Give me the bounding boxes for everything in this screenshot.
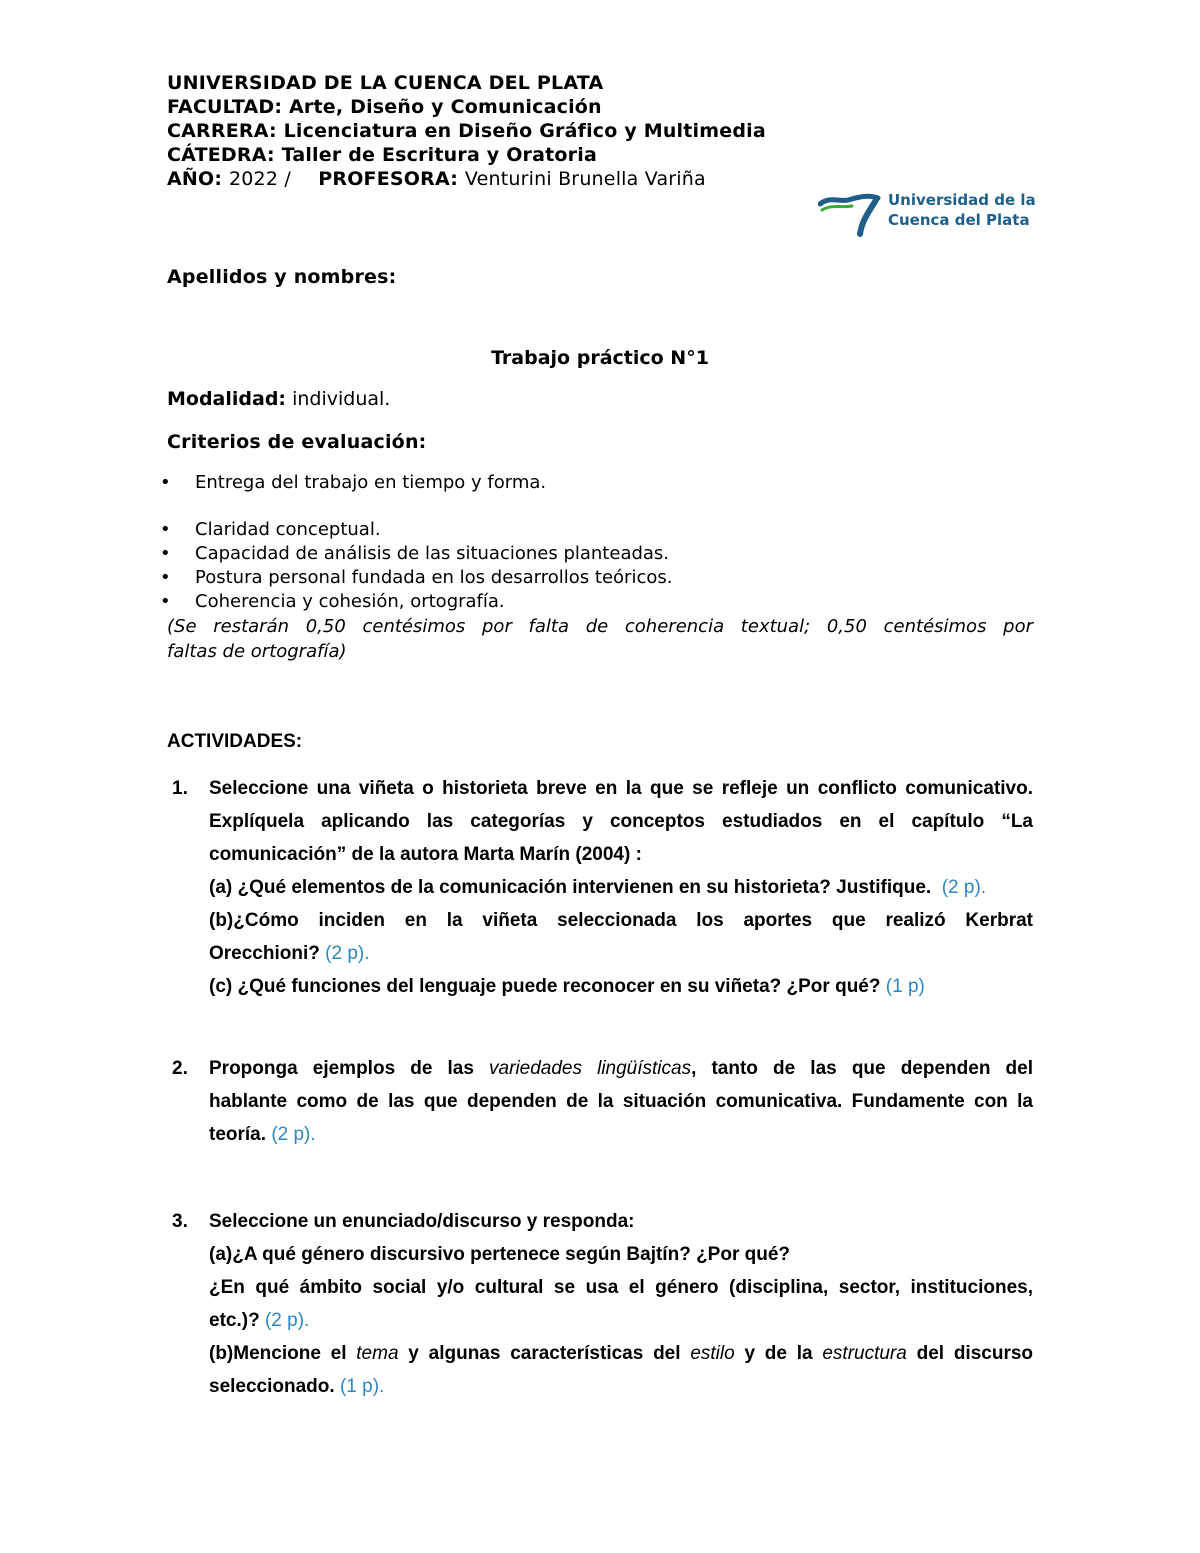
year-teacher-line	[167, 167, 706, 191]
q3-part-b	[209, 1337, 1033, 1370]
q1-line2: Explíquela aplicando las categorías y conceptos estudiados en el capítulo “La	[209, 811, 1033, 832]
bullet-icon: •	[160, 591, 171, 612]
q3-b-it3: estructura	[822, 1343, 907, 1364]
q2-line1	[209, 1052, 1033, 1085]
criteria-item	[160, 566, 672, 590]
q3-a2-text: etc.)?	[209, 1310, 260, 1331]
q1-part-c	[209, 970, 1033, 1003]
penalty-note-line2: faltas de ortografía)	[167, 641, 347, 662]
bullet-icon: •	[160, 567, 171, 588]
logo-wave-icon	[818, 190, 882, 240]
q1-part-b	[209, 904, 1033, 937]
question-1	[209, 772, 1033, 1003]
criteria-text: Postura personal fundada en los desarrollos teóricos.	[195, 567, 673, 588]
q3-b-mid2: y de la	[734, 1343, 823, 1364]
activities-title: ACTIVIDADES:	[167, 731, 303, 752]
page-title: Trabajo práctico N°1	[491, 347, 709, 369]
q1-a-points: (2 p).	[941, 877, 987, 898]
q3-b-text2: seleccionado.	[209, 1376, 335, 1397]
q2-text-a: Proponga ejemplos de las	[209, 1058, 490, 1079]
q1-part-b-cont	[209, 937, 1033, 970]
faculty-line	[167, 95, 602, 119]
q3-b-it1: tema	[356, 1343, 399, 1364]
question-number: 2.	[172, 1058, 188, 1079]
criteria-text: Capacidad de análisis de las situaciones planteadas.	[195, 543, 670, 564]
chair-label: CÁTEDRA:	[167, 144, 275, 166]
teacher-value: Venturini Brunella Variña	[464, 168, 706, 190]
modality-line	[167, 388, 390, 410]
modality-label: Modalidad:	[167, 388, 287, 410]
career-label: CARRERA:	[167, 120, 277, 142]
criteria-text: Coherencia y cohesión, ortografía.	[195, 591, 505, 612]
university-name: UNIVERSIDAD DE LA CUENCA DEL PLATA	[167, 72, 604, 94]
q1-a-text: ¿Qué elementos de la comunicación intervienen en su historieta? Justifique.	[232, 877, 932, 898]
year-value: 2022 /	[228, 168, 291, 190]
criteria-text: Entrega del trabajo en tiempo y forma.	[195, 472, 547, 493]
chair-value: Taller de Escritura y Oratoria	[281, 144, 597, 166]
bullet-icon: •	[160, 519, 171, 540]
q2-text-b: , tanto de las que dependen del	[691, 1058, 1033, 1079]
q1-line1: Seleccione una viñeta o historieta breve en la que se refleje un conflicto comunicativo.	[209, 778, 1033, 799]
q3-line1: Seleccione un enunciado/discurso y responda:	[209, 1211, 635, 1232]
criteria-item	[160, 518, 381, 542]
criteria-title: Criterios de evaluación:	[167, 431, 427, 453]
q3-a-label: (a)	[209, 1244, 233, 1265]
q3-b-line2	[209, 1370, 1033, 1403]
q3-part-a	[209, 1238, 1033, 1271]
q1-line3: comunicación” de la autora Marta Marín (2004) :	[209, 844, 642, 865]
logo-line1: Universidad de la	[888, 191, 1036, 209]
q1-part-a	[209, 871, 1033, 904]
q1-a-label: (a)	[209, 877, 233, 898]
faculty-value: Arte, Diseño y Comunicación	[289, 96, 602, 118]
q3-a2-line2	[209, 1304, 1033, 1337]
q1-b-points: (2 p).	[325, 943, 370, 964]
career-value: Licenciatura en Diseño Gráfico y Multimedia	[283, 120, 766, 142]
q3-b-mid1: y algunas características del	[398, 1343, 691, 1364]
penalty-note-line1: (Se restarán 0,50 centésimos por falta de coherencia textual; 0,50 centésimos por	[167, 616, 1033, 637]
criteria-text: Claridad conceptual.	[195, 519, 381, 540]
q1-c-text: ¿Qué funciones del lenguaje puede reconocer en su viñeta? ¿Por qué?	[232, 976, 881, 997]
q2-line3	[209, 1118, 1033, 1151]
q3-b-pre: Mencione el	[233, 1343, 357, 1364]
chair-line	[167, 143, 597, 167]
q2-italic: variedades lingüísticas	[489, 1058, 692, 1079]
year-label: AÑO:	[167, 168, 223, 190]
q3-b-label: (b)	[209, 1343, 234, 1364]
q3-b-post: del discurso	[906, 1343, 1034, 1364]
q3-b-points: (1 p).	[339, 1376, 385, 1397]
criteria-item	[160, 542, 669, 566]
question-2	[209, 1052, 1033, 1151]
q1-b-text: ¿Cómo inciden en la viñeta seleccionada los aportes que realizó Kerbrat	[233, 910, 1033, 931]
q3-b-it2: estilo	[690, 1343, 735, 1364]
career-line	[167, 119, 766, 143]
bullet-icon: •	[160, 472, 171, 493]
q1-b-text2: Orecchioni?	[209, 943, 320, 964]
logo-line2: Cuenca del Plata	[888, 211, 1030, 229]
question-number: 3.	[172, 1211, 188, 1232]
student-name-label: Apellidos y nombres:	[167, 266, 397, 288]
q2-points: (2 p).	[271, 1124, 316, 1145]
faculty-label: FACULTAD:	[167, 96, 283, 118]
q3-a-text: ¿A qué género discursivo pertenece según Bajtín? ¿Por qué?	[232, 1244, 791, 1265]
q2-text-c: teoría.	[209, 1124, 267, 1145]
question-3	[209, 1205, 1033, 1403]
q1-b-label: (b)	[209, 910, 234, 931]
university-logo	[818, 190, 1036, 240]
modality-value: individual.	[292, 388, 391, 410]
q3-a2-line1: ¿En qué ámbito social y/o cultural se usa el género (disciplina, sector, instituciones,	[209, 1277, 1033, 1298]
criteria-item	[160, 471, 546, 495]
q2-line2: hablante como de las que dependen de la situación comunicativa. Fundamente con la	[209, 1091, 1033, 1112]
q1-c-points: (1 p)	[885, 976, 925, 997]
criteria-item	[160, 590, 505, 614]
teacher-label: PROFESORA:	[318, 168, 459, 190]
q1-c-label: (c)	[209, 976, 233, 997]
q3-a-points: (2 p).	[264, 1310, 310, 1331]
bullet-icon: •	[160, 543, 171, 564]
question-number: 1.	[172, 778, 188, 799]
